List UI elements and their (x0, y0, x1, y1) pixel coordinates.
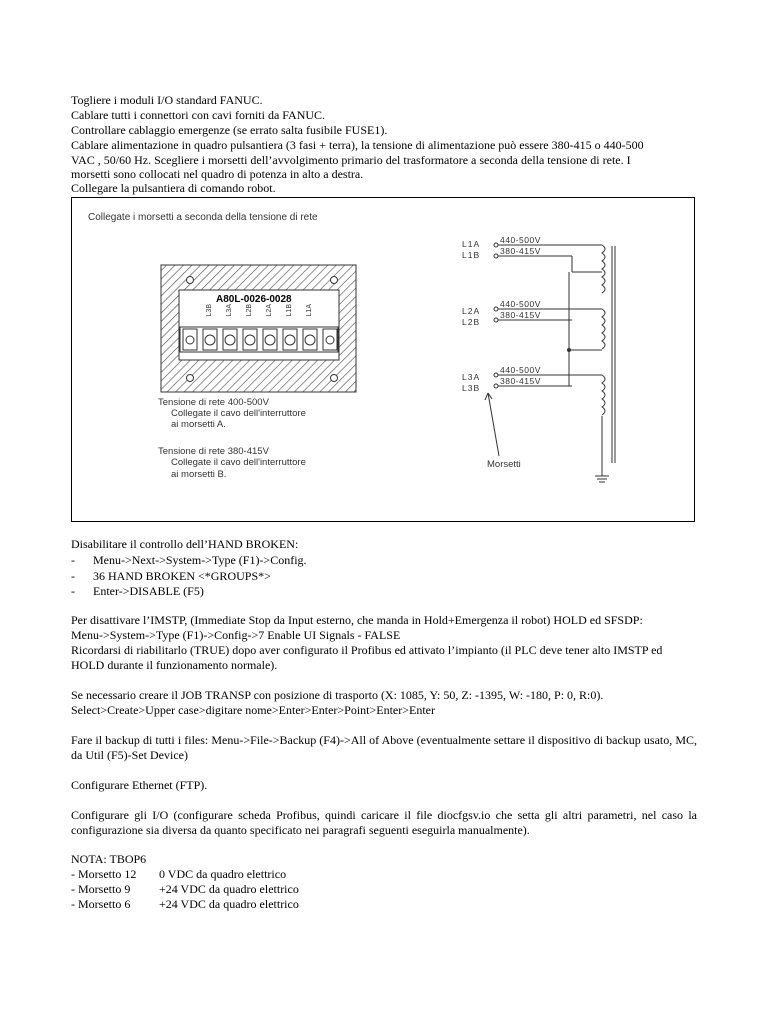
backup-paragraph: Fare il backup di tutti i files: Menu->File->Backup (F4)->All of Above (eventualmente settare il dispositivo di backup usato, MC, da Util (F5)-Set Device) (71, 733, 697, 762)
tap-2b-voltage: 380-415V (500, 310, 541, 320)
tap-3a-voltage: 440-500V (500, 365, 541, 375)
hand-broken-step-3 (71, 584, 204, 599)
bullet: - (71, 584, 75, 598)
figure-caption: Collegate i morsetti a seconda della tensione di rete (88, 212, 318, 223)
board-label: A80L-0026-0028 (216, 294, 292, 305)
step-text: 36 HAND BROKEN <*GROUPS*> (93, 569, 271, 583)
hand-broken-step-2 (71, 569, 271, 584)
nota-label: - Morsetto 12 (71, 867, 137, 881)
nota-label: - Morsetto 6 (71, 897, 131, 911)
terminal-label-l2a: L2A (266, 304, 273, 317)
nota-title: NOTA: TBOP6 (71, 852, 147, 866)
terminal-label-l1b: L1B (286, 304, 293, 317)
job-line-1: Se necessario creare il JOB TRANSP con posizione di trasporto (X: 1085, Y: 50, Z: -1395, W: -180, P: 0, R:0). (71, 688, 604, 702)
imstp-line-3: Ricordarsi di riabilitarlo (TRUE) dopo aver configurato il Profibus ed attivato l’impianto (il PLC deve tener alto IMSTP ed (71, 643, 663, 657)
tap-2b-label: L2B (462, 317, 481, 327)
wiring-diagram (72, 198, 696, 523)
morsetti-label: Morsetti (487, 459, 521, 470)
intro-line-4: Cablare alimentazione in quadro pulsantiera (3 fasi + terra), la tensione di alimentazione può essere 380-415 o 440-500 (71, 138, 644, 152)
ethernet-line: Configurare Ethernet (FTP). (71, 778, 208, 792)
tap-3a-label: L3A (462, 372, 481, 382)
intro-line-5: VAC , 50/60 Hz. Scegliere i morsetti dell’avvolgimento primario del trasformatore a seconda della tensione di rete. I (71, 153, 631, 167)
note-b-title: Tensione di rete 380-415V (158, 446, 269, 457)
bullet: - (71, 553, 75, 567)
wiring-figure (71, 197, 695, 522)
note-a-line-2: ai morsetti A. (171, 419, 226, 430)
nota-value: 0 VDC da quadro elettrico (159, 867, 287, 881)
imstp-line-4: HOLD durante il funzionamento normale). (71, 658, 278, 672)
step-text: Menu->Next->System->Type (F1)->Config. (93, 553, 307, 567)
transformer-taps (485, 245, 615, 482)
tap-2a-label: L2A (462, 306, 481, 316)
terminal-label-l3a: L3A (226, 304, 233, 317)
bullet: - (71, 569, 75, 583)
intro-line-1: Togliere i moduli I/O standard FANUC. (71, 93, 263, 107)
tap-1b-label: L1B (462, 250, 481, 260)
imstp-line-1: Per disattivare l’IMSTP, (Immediate Stop da Input esterno, che manda in Hold+Emergenza il robot) HOLD ed SFSDP: (71, 613, 643, 627)
tap-2a-voltage: 440-500V (500, 299, 541, 309)
step-text: Enter->DISABLE (F5) (93, 584, 204, 598)
nota-label: - Morsetto 9 (71, 882, 131, 896)
hand-broken-step-1 (71, 553, 307, 568)
io-paragraph: Configurare gli I/O (configurare scheda Profibus, quindi caricare il file diocfgsv.io che setta gli altri parametri, nel caso la configurazione sia diversa da quanto specificato nei paragrafi seguenti eseguirla manualmente). (71, 808, 697, 837)
tap-1b-voltage: 380-415V (500, 246, 541, 256)
job-line-2: Select>Create>Upper case>digitare nome>Enter>Enter>Point>Enter>Enter (71, 703, 436, 717)
intro-line-2: Cablare tutti i connettori con cavi forniti da FANUC. (71, 108, 326, 122)
note-b-line-2: ai morsetti B. (171, 469, 227, 480)
imstp-line-2: Menu->System->Type (F1)->Config->7 Enable UI Signals - FALSE (71, 628, 401, 642)
terminal-label-l2b: L2B (246, 304, 253, 317)
terminal-label-l3b: L3B (206, 304, 213, 317)
hand-broken-title: Disabilitare il controllo dell’HAND BROKEN: (71, 537, 299, 551)
intro-line-6: morsetti sono collocati nel quadro di potenza in alto a destra. (71, 167, 364, 181)
terminal-label-l1a: L1A (306, 304, 313, 317)
note-a-line-1: Collegate il cavo dell'interruttore (171, 408, 306, 419)
tap-3b-voltage: 380-415V (500, 376, 541, 386)
tap-3b-label: L3B (462, 383, 481, 393)
nota-row-1 (71, 867, 286, 882)
junction-dot (567, 348, 571, 352)
nota-value: +24 VDC da quadro elettrico (159, 897, 299, 911)
intro-line-7: Collegare la pulsantiera di comando robot. (71, 181, 276, 195)
note-a-title: Tensione di rete 400-500V (158, 397, 269, 408)
nota-row-2 (71, 882, 299, 897)
intro-line-3: Controllare cablaggio emergenze (se errato salta fusibile FUSE1). (71, 123, 388, 137)
nota-value: +24 VDC da quadro elettrico (159, 882, 299, 896)
note-b-line-1: Collegate il cavo dell'interruttore (171, 457, 306, 468)
tap-1a-voltage: 440-500V (500, 235, 541, 245)
nota-row-3 (71, 897, 299, 912)
tap-1a-label: L1A (462, 239, 481, 249)
